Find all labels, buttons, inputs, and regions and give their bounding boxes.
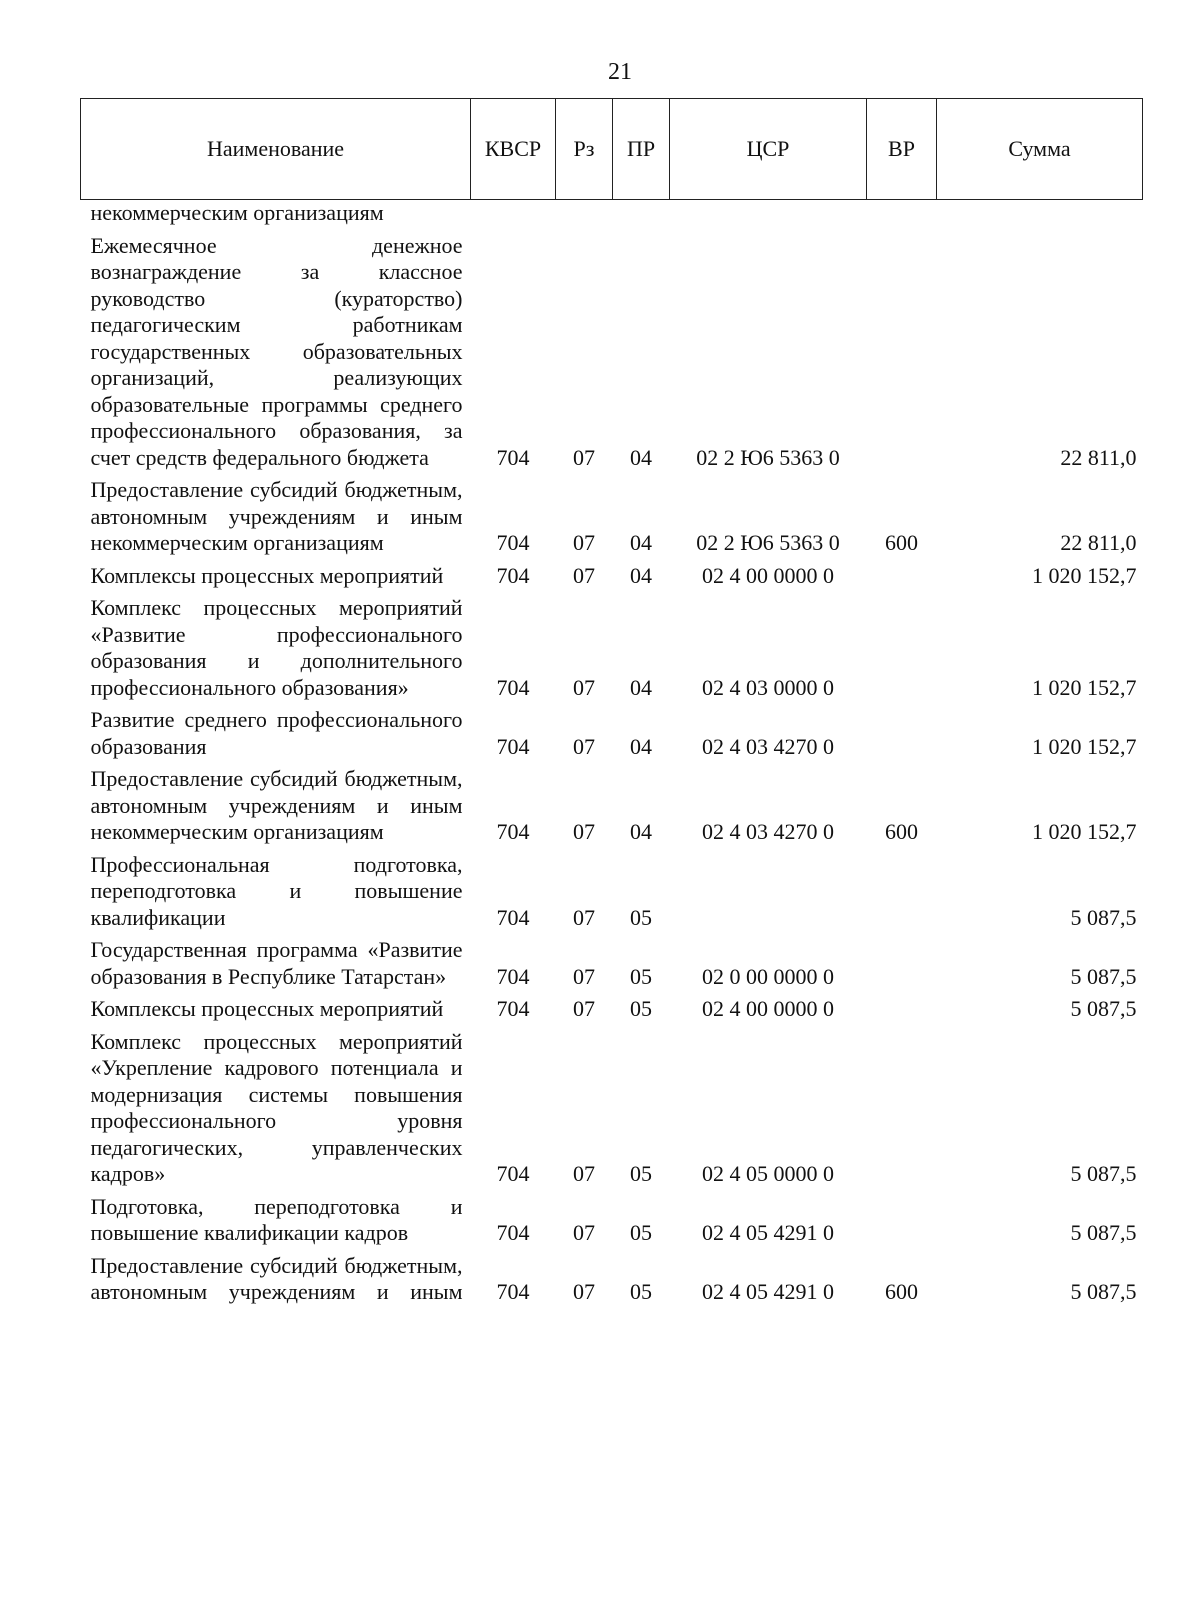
- row-kvsr: [471, 200, 556, 227]
- page-number: 21: [608, 59, 632, 85]
- row-rz: 07: [573, 996, 595, 1021]
- row-pr: 04: [630, 819, 652, 844]
- table-row: [81, 200, 1143, 227]
- row-pr: 04: [630, 733, 652, 759]
- row-sum: 22 811,0: [1060, 530, 1137, 555]
- row-csr: [670, 200, 867, 227]
- budget-table: [80, 98, 1143, 1306]
- row-name: Комплексы процессных мероприятий: [90, 996, 444, 1021]
- row-name: некоммерческим организациям: [90, 200, 384, 225]
- row-kvsr: 704: [496, 1161, 530, 1186]
- row-pr: 04: [630, 444, 652, 470]
- table-row: [81, 227, 1143, 472]
- row-name: Подготовка, переподготовка и повышение квалификации кадров: [90, 1193, 463, 1245]
- row-name: Развитие среднего профессионального образования: [90, 707, 463, 759]
- row-vr: [867, 701, 937, 760]
- row-csr: 02 4 00 0000 0: [702, 562, 834, 588]
- row-kvsr: 704: [496, 904, 530, 930]
- header-rz: Рз: [556, 99, 613, 200]
- table-row: [81, 931, 1143, 990]
- row-vr: [867, 1023, 937, 1188]
- row-vr: 600: [885, 530, 918, 555]
- table-row: [81, 471, 1143, 557]
- row-rz: 07: [573, 530, 595, 555]
- table-row: [81, 557, 1143, 590]
- row-pr: 05: [630, 1279, 652, 1304]
- table-row: [81, 846, 1143, 932]
- table-row: [81, 701, 1143, 760]
- header-pr: ПР: [613, 99, 670, 200]
- row-kvsr: 704: [496, 819, 530, 844]
- row-sum: 5 087,5: [1070, 996, 1137, 1021]
- row-pr: 04: [630, 562, 652, 588]
- row-csr: [670, 846, 867, 932]
- row-csr: 02 2 Ю6 5363 0: [696, 444, 840, 470]
- row-name: Комплекс процессных мероприятий «Укрепление кадрового потенциала и модернизация системы повышения профессионального уровня педагогических, управленческих кадров»: [90, 1028, 463, 1186]
- header-kvsr: КВСР: [471, 99, 556, 200]
- row-rz: 07: [573, 444, 595, 470]
- header-sum: Сумма: [937, 99, 1143, 200]
- row-sum: 5 087,5: [1070, 1161, 1137, 1186]
- row-kvsr: 704: [496, 996, 530, 1021]
- row-sum: 5 087,5: [1070, 1220, 1137, 1245]
- row-rz: 07: [573, 904, 595, 930]
- row-pr: 05: [630, 996, 652, 1021]
- table-row: [81, 589, 1143, 701]
- table-row: [81, 760, 1143, 846]
- row-rz: 07: [573, 733, 595, 759]
- row-vr: 600: [885, 1279, 918, 1304]
- header-vr: ВР: [867, 99, 937, 200]
- table-header: [81, 99, 1143, 200]
- row-csr: 02 4 00 0000 0: [702, 996, 834, 1021]
- row-sum: 1 020 152,7: [1032, 562, 1137, 588]
- row-name: Ежемесячное денежное вознаграждение за классное руководство (кураторство) педагогическим работникам государственных образовательных организаций, реализующих образовательные программы среднего профессионального образования, за счет средств федерального бюджета: [90, 232, 463, 470]
- row-sum: 1 020 152,7: [1032, 674, 1137, 700]
- row-csr: 02 2 Ю6 5363 0: [696, 530, 840, 555]
- row-pr: 05: [630, 1220, 652, 1245]
- table-row: [81, 1023, 1143, 1188]
- row-name: Комплексы процессных мероприятий: [90, 562, 444, 588]
- row-vr: [867, 990, 937, 1023]
- row-kvsr: 704: [496, 444, 530, 470]
- row-sum: [937, 200, 1143, 227]
- row-csr: 02 4 03 4270 0: [702, 819, 834, 844]
- row-kvsr: 704: [496, 1279, 530, 1304]
- table-row: [81, 1188, 1143, 1247]
- row-rz: 07: [573, 674, 595, 700]
- row-rz: [556, 200, 613, 227]
- row-csr: 02 4 05 4291 0: [702, 1279, 834, 1304]
- row-sum: 22 811,0: [1060, 444, 1137, 470]
- row-pr: 05: [630, 904, 652, 930]
- row-vr: [867, 1188, 937, 1247]
- row-csr: 02 4 05 0000 0: [702, 1161, 834, 1186]
- row-csr: 02 4 03 4270 0: [702, 733, 834, 759]
- row-csr: 02 0 00 0000 0: [702, 963, 834, 989]
- row-csr: 02 4 05 4291 0: [702, 1220, 834, 1245]
- row-kvsr: 704: [496, 963, 530, 989]
- row-vr: [867, 846, 937, 932]
- row-vr: [867, 589, 937, 701]
- row-pr: 04: [630, 530, 652, 555]
- row-kvsr: 704: [496, 562, 530, 588]
- row-pr: 05: [630, 1161, 652, 1186]
- table-row: [81, 990, 1143, 1023]
- row-kvsr: 704: [496, 1220, 530, 1245]
- row-pr: 05: [630, 963, 652, 989]
- row-rz: 07: [573, 819, 595, 844]
- row-rz: 07: [573, 963, 595, 989]
- row-name: Государственная программа «Развитие образования в Республике Татарстан»: [90, 937, 463, 989]
- table-row: [81, 1247, 1143, 1306]
- row-vr: [867, 227, 937, 472]
- row-name: Предоставление субсидий бюджетным, автономным учреждениям и иным: [90, 1252, 463, 1304]
- row-kvsr: 704: [496, 733, 530, 759]
- row-rz: 07: [573, 562, 595, 588]
- row-pr: [613, 200, 670, 227]
- row-sum: 5 087,5: [1070, 1279, 1137, 1304]
- row-csr: 02 4 03 0000 0: [702, 674, 834, 700]
- row-rz: 07: [573, 1279, 595, 1304]
- row-vr: [867, 200, 937, 227]
- row-kvsr: 704: [496, 530, 530, 555]
- row-vr: [867, 557, 937, 590]
- row-pr: 04: [630, 674, 652, 700]
- row-sum: 5 087,5: [1070, 904, 1137, 930]
- row-sum: 1 020 152,7: [1032, 819, 1137, 844]
- header-name: Наименование: [81, 99, 471, 200]
- row-name: Профессиональная подготовка, переподготовка и повышение квалификации: [90, 851, 463, 930]
- row-rz: 07: [573, 1220, 595, 1245]
- row-sum: 1 020 152,7: [1032, 733, 1137, 759]
- row-vr: 600: [885, 819, 918, 844]
- row-rz: 07: [573, 1161, 595, 1186]
- row-name: Комплекс процессных мероприятий «Развитие профессионального образования и дополнительного профессионального образования»: [90, 595, 463, 700]
- row-name: Предоставление субсидий бюджетным, автономным учреждениям и иным некоммерческим организациям: [90, 477, 463, 555]
- row-vr: [867, 931, 937, 990]
- row-name: Предоставление субсидий бюджетным, автономным учреждениям и иным некоммерческим организациям: [90, 766, 463, 844]
- row-sum: 5 087,5: [1070, 963, 1137, 989]
- row-kvsr: 704: [496, 674, 530, 700]
- header-csr: ЦСР: [670, 99, 867, 200]
